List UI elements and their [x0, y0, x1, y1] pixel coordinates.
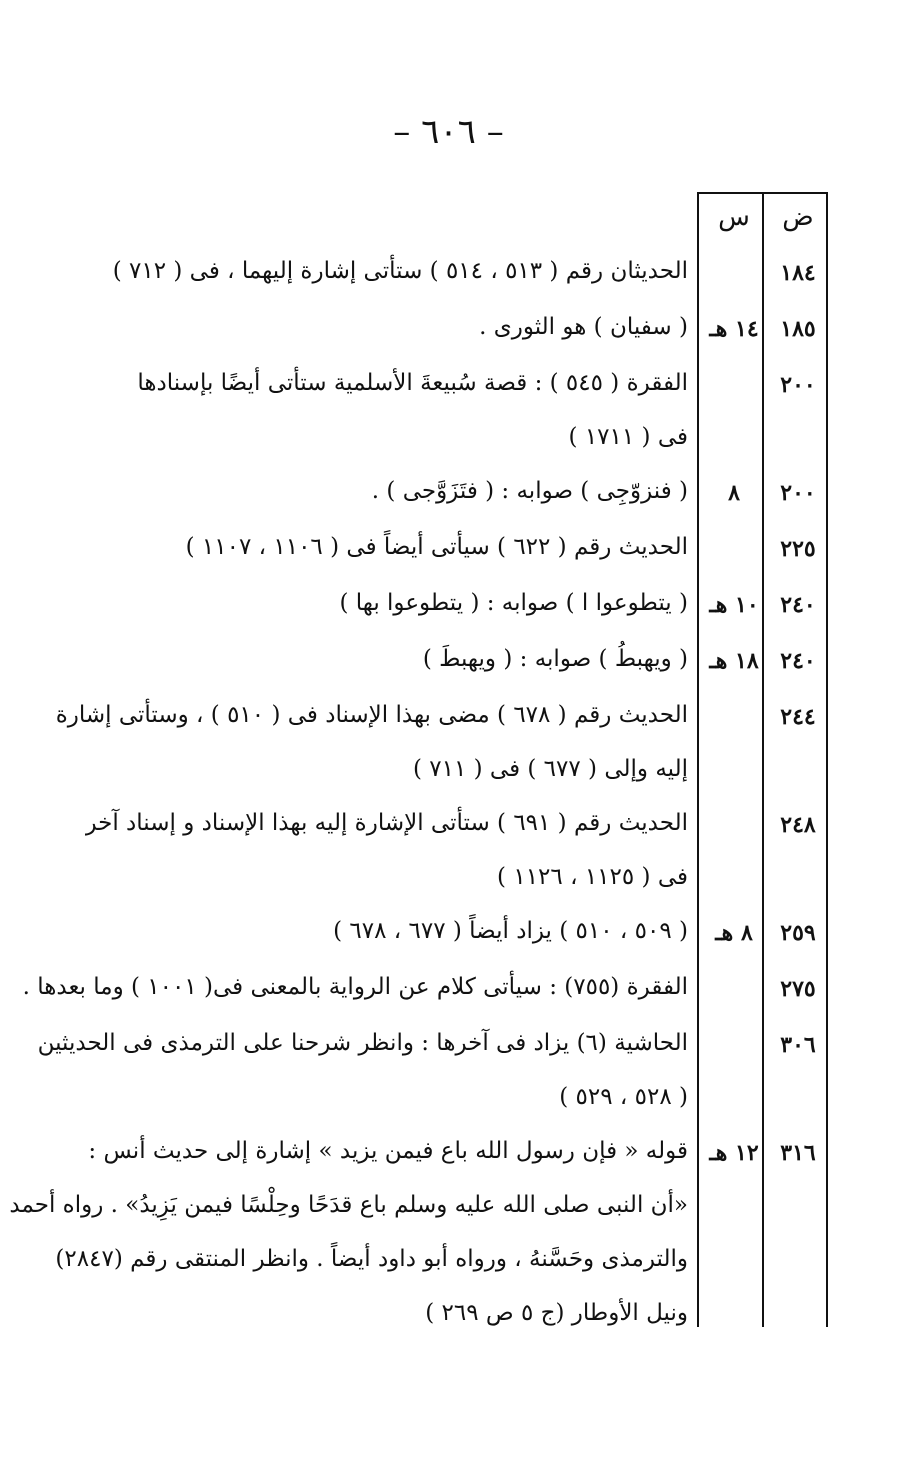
page-value: ٢٠٠: [780, 480, 816, 506]
table-row: [90, 632, 830, 688]
note-line: ( فنزوّجِى ) صوابه : ( فتَزَوَّجى ) .: [371, 478, 688, 504]
page-number: – ٦٠٦ –: [393, 112, 504, 152]
line-value: ٨: [728, 480, 740, 506]
page-value: ٢٧٥: [780, 976, 816, 1002]
line-value: ١٨ هـ: [709, 648, 759, 674]
row-line-number: [702, 464, 766, 520]
table-row: [90, 576, 830, 632]
table-row: [22, 960, 830, 1016]
row-note: [38, 1016, 702, 1124]
row-note: [85, 796, 702, 904]
row-line-number: [702, 520, 766, 576]
row-note: [90, 300, 702, 354]
note-line: ( سفيان ) هو الثورى .: [479, 314, 688, 340]
page-value: ٣١٦: [780, 1140, 816, 1166]
page-value: ٢٤٠: [780, 592, 816, 618]
line-value: ١٠ هـ: [709, 592, 759, 618]
note-line: ونيل الأوطار (ج ٥ ص ٢٦٩ ): [425, 1300, 688, 1326]
row-page-number: [766, 520, 830, 576]
row-note: [90, 356, 702, 464]
line-value: [702, 358, 766, 412]
row-page-number: [766, 1016, 830, 1072]
errata-table: [9, 192, 830, 1340]
table-row: [90, 300, 830, 356]
header-page: ض: [782, 202, 814, 232]
note-line: فى ( ١١٢٥ ، ١١٢٦ ): [497, 864, 688, 890]
line-value: [702, 1018, 766, 1072]
table-row: [37, 1016, 830, 1124]
note-line: الفقرة ( ٥٤٥ ) : قصة سُبيعةَ الأسلمية ستأتى أيضًا بإسنادها: [137, 370, 688, 396]
row-page-number: [766, 632, 830, 688]
row-line-number: [702, 904, 766, 960]
table-row: [85, 796, 830, 904]
note-line: الحديث رقم ( ٦٧٨ ) مضى بهذا الإسناد فى ( ٥١٠ ) ، وستأتى إشارة: [55, 702, 688, 728]
page-value: ٢٤٠: [780, 648, 816, 674]
note-line: فى ( ١٧١١ ): [568, 424, 688, 450]
note-line: إليه وإلى ( ٦٧٧ ) فى ( ٧١١ ): [412, 756, 688, 782]
table-row: [55, 688, 830, 796]
row-page-number: [766, 688, 830, 744]
row-page-number: [766, 960, 830, 1016]
table-header: [90, 192, 830, 244]
row-page-number: [766, 356, 830, 412]
page-value: ٢٤٨: [780, 812, 816, 838]
row-line-number: [702, 796, 766, 852]
note-line: «أن النبى صلى الله عليه وسلم باع قدَحًا وحِلْسًا فيمن يَزِيدُ» . رواه أحمد: [9, 1192, 688, 1218]
row-line-number: [702, 960, 766, 1016]
row-line-number: [702, 356, 766, 412]
line-value: [702, 798, 766, 852]
row-page-number: [766, 904, 830, 960]
note-line: والترمذى وحَسَّنهُ ، ورواه أبو داود أيضاً . وانظر المنتقى رقم (٢٨٤٧): [55, 1246, 688, 1272]
note-line: ( يتطوعوا ا ) صوابه : ( يتطوعوا بها ): [339, 590, 688, 616]
line-value: [702, 246, 766, 300]
table-row: [90, 904, 830, 960]
page-value: ٣٠٦: [780, 1032, 816, 1058]
row-line-number: [702, 244, 766, 300]
note-line: الحديثان رقم ( ٥١٣ ، ٥١٤ ) ستأتى إشارة إليهما ، فى ( ٧١٢ ): [112, 258, 688, 284]
header-line: س: [718, 202, 750, 232]
page-value: ١٨٥: [780, 316, 816, 342]
row-note: [56, 688, 702, 796]
line-value: [702, 962, 766, 1016]
note-line: الحديث رقم ( ٦٢٢ ) سيأتى أيضاً فى ( ١١٠٦ ، ١١٠٧ ): [185, 534, 688, 560]
line-value: ١٤ هـ: [709, 316, 759, 342]
note-line: الحديث رقم ( ٦٩١ ) ستأتى الإشارة إليه بهذا الإسناد و إسناد آخر: [85, 810, 688, 836]
line-value: [702, 522, 766, 576]
row-note: [90, 464, 702, 518]
row-page-number: [766, 576, 830, 632]
row-note: [90, 576, 702, 630]
page-value: ١٨٤: [780, 260, 816, 286]
note-line: ( ويهبطُ ) صوابه : ( ويهبطَ ): [422, 646, 688, 672]
page-value: ٢٢٥: [780, 536, 816, 562]
page-value: ٢٠٠: [780, 372, 816, 398]
page-value: ٢٤٤: [780, 704, 816, 730]
row-note: [23, 960, 702, 1014]
line-value: ٨ هـ: [715, 920, 753, 946]
note-line: قوله « فإن رسول الله باع فيمن يزيد » إشارة إلى حديث أنس :: [88, 1138, 688, 1164]
row-line-number: [702, 632, 766, 688]
line-value: [702, 690, 766, 744]
row-page-number: [766, 300, 830, 356]
row-line-number: [702, 688, 766, 744]
row-note: [90, 520, 702, 574]
page-value: ٢٥٩: [780, 920, 816, 946]
row-line-number: [702, 1016, 766, 1072]
row-line-number: [702, 1124, 766, 1180]
line-value: ١٢ هـ: [709, 1140, 759, 1166]
row-page-number: [766, 796, 830, 852]
row-note: [9, 1124, 702, 1340]
row-line-number: [702, 576, 766, 632]
table-row: [90, 464, 830, 520]
row-page-number: [766, 244, 830, 300]
row-note: [90, 632, 702, 686]
note-line: الحاشية (٦) يزاد فى آخرها : وانظر شرحنا على الترمذى فى الحديثين: [37, 1030, 688, 1056]
table-body: [9, 244, 830, 1340]
row-note: [90, 244, 702, 298]
row-page-number: [766, 464, 830, 520]
table-row: [90, 520, 830, 576]
note-line: ( ٥٠٩ ، ٥١٠ ) يزاد أيضاً ( ٦٧٧ ، ٦٧٨ ): [333, 918, 688, 944]
table-row: [90, 356, 830, 464]
row-line-number: [702, 300, 766, 356]
note-line: الفقرة (٧٥٥) : سيأتى كلام عن الرواية بالمعنى فى( ١٠٠١ ) وما بعدها .: [22, 974, 688, 1000]
row-page-number: [766, 1124, 830, 1180]
note-line: ( ٥٢٨ ، ٥٢٩ ): [559, 1084, 688, 1110]
table-row: [90, 244, 830, 300]
row-note: [90, 904, 702, 958]
table-row: [9, 1124, 830, 1340]
